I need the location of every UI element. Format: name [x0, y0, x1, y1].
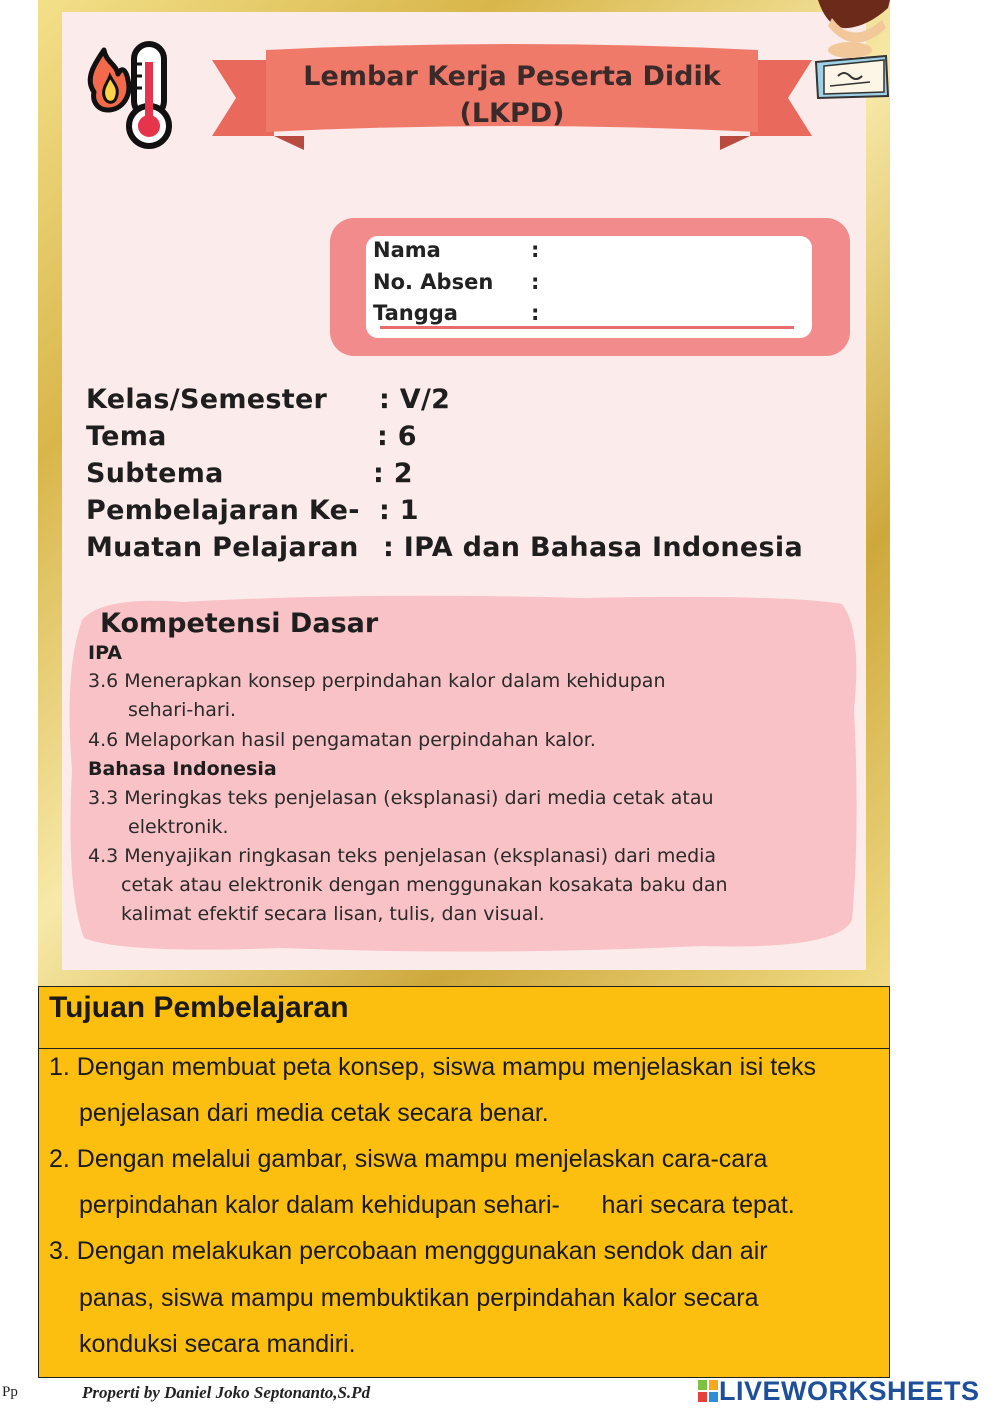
- goal-3-line-3: konduksi secara mandiri.: [79, 1330, 356, 1358]
- kd-bindo-item-1-line-2: elektronik.: [128, 816, 229, 838]
- kd-ipa-item-1-line-2: sehari-hari.: [128, 699, 237, 721]
- identity-label-tanggal: Tangga: [373, 301, 458, 325]
- tujuan-title: Tujuan Pembelajaran: [49, 991, 349, 1024]
- kd-ipa-item-1-line-1: 3.6 Menerapkan konsep perpindahan kalor dalam kehidupan: [88, 670, 666, 692]
- goal-3-line-2: panas, siswa mampu membuktikan perpindahan kalor secara: [79, 1284, 759, 1312]
- identity-colon-absen[interactable]: :: [531, 270, 540, 294]
- info-row-muatan: [86, 532, 803, 563]
- info-label-tema: Tema: [86, 421, 167, 452]
- title-line-2: (LKPD): [459, 98, 565, 129]
- page-title: [262, 58, 762, 132]
- info-value-subtema: : 2: [373, 458, 413, 489]
- footer-prefix: Pp: [2, 1384, 18, 1400]
- tujuan-header: [39, 987, 889, 1049]
- info-value-tema: : 6: [377, 421, 417, 452]
- goal-3-line-1: 3. Dengan melakukan percobaan mengggunakan sendok dan air: [49, 1237, 768, 1265]
- info-label-kelas: Kelas/Semester: [86, 384, 328, 415]
- info-label-pembelajaran: Pembelajaran Ke-: [86, 495, 360, 526]
- info-label-subtema: Subtema: [86, 458, 224, 489]
- identity-label-absen: No. Absen: [373, 270, 494, 294]
- identity-row-absen: [373, 270, 539, 294]
- info-label-muatan: Muatan Pelajaran: [86, 532, 359, 563]
- goal-2-line-2: perpindahan kalor dalam kehidupan sehari- hari secara tepat.: [79, 1191, 795, 1219]
- liveworksheets-logo-icon: [698, 1380, 718, 1402]
- info-value-pembelajaran: : 1: [379, 495, 419, 526]
- kompetensi-ipa-heading: IPA: [88, 642, 122, 664]
- info-value-kelas: : V/2: [379, 384, 451, 415]
- kd-bindo-item-2-line-3: kalimat efektif secara lisan, tulis, dan visual.: [121, 903, 545, 925]
- tujuan-section: [38, 986, 890, 1378]
- kompetensi-bindo-heading: Bahasa Indonesia: [88, 758, 277, 780]
- thermometer-fire-icon: [82, 40, 186, 152]
- info-row-subtema: [86, 458, 413, 489]
- identity-label-nama: Nama: [373, 238, 441, 262]
- footer-credit: Properti by Daniel Joko Septonanto,S.Pd: [82, 1383, 371, 1402]
- info-value-muatan: : IPA dan Bahasa Indonesia: [383, 532, 803, 563]
- kd-bindo-item-2-line-2: cetak atau elektronik dengan menggunakan kosakata baku dan: [121, 874, 728, 896]
- liveworksheets-brand[interactable]: LIVEWORKSHEETS: [719, 1376, 980, 1406]
- info-row-kelas: [86, 384, 451, 415]
- kd-bindo-item-2-line-1: 4.3 Menyajikan ringkasan teks penjelasan (eksplanasi) dari media: [88, 845, 717, 867]
- identity-underline: [380, 326, 794, 329]
- goal-1-line-1: 1. Dengan membuat peta konsep, siswa mampu menjelaskan isi teks: [49, 1053, 817, 1081]
- kompetensi-title: Kompetensi Dasar: [100, 608, 379, 639]
- kd-bindo-item-1-line-1: 3.3 Meringkas teks penjelasan (eksplanasi) dari media cetak atau: [88, 787, 714, 809]
- title-line-1: Lembar Kerja Peserta Didik: [303, 61, 721, 92]
- info-row-tema: [86, 421, 417, 452]
- goal-1-line-2: penjelasan dari media cetak secara benar.: [79, 1099, 549, 1127]
- girl-reading-illustration: [808, 0, 898, 100]
- identity-colon-tanggal[interactable]: :: [531, 301, 540, 325]
- info-row-pembelajaran: [86, 495, 419, 526]
- identity-colon-nama[interactable]: :: [531, 238, 540, 262]
- identity-row-nama: [373, 238, 539, 262]
- kd-ipa-item-2-line-1: 4.6 Melaporkan hasil pengamatan perpindahan kalor.: [88, 729, 596, 751]
- goal-2-line-1: 2. Dengan melalui gambar, siswa mampu menjelaskan cara-cara: [49, 1145, 768, 1173]
- identity-row-tanggal: [373, 301, 539, 325]
